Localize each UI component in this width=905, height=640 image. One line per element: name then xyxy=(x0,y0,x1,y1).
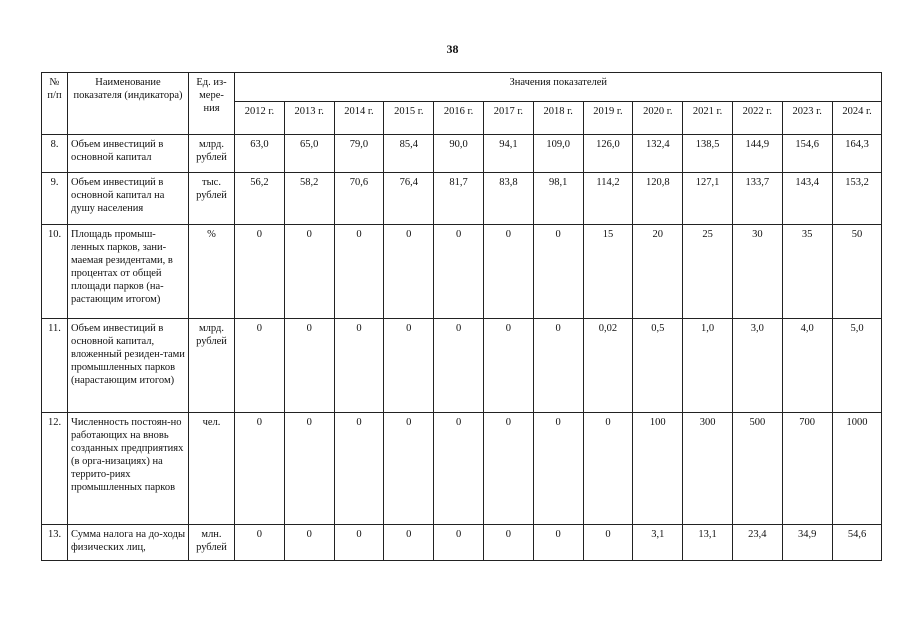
value-cell: 70,6 xyxy=(334,173,384,225)
year-header: 2022 г. xyxy=(732,102,782,135)
value-cell: 0 xyxy=(284,319,334,413)
value-cell: 30 xyxy=(732,225,782,319)
value-cell: 164,3 xyxy=(832,135,882,173)
header-indicator-name: Наименование показателя (индикатора) xyxy=(68,73,189,135)
value-cell: 4,0 xyxy=(782,319,832,413)
value-cell: 85,4 xyxy=(384,135,434,173)
value-cell: 127,1 xyxy=(683,173,733,225)
indicator-name: Объем инвестиций в основной капитал xyxy=(68,135,189,173)
value-cell: 0 xyxy=(434,319,484,413)
value-cell: 3,1 xyxy=(633,525,683,561)
value-cell: 0 xyxy=(434,225,484,319)
row-number: 8. xyxy=(42,135,68,173)
value-cell: 65,0 xyxy=(284,135,334,173)
year-header: 2015 г. xyxy=(384,102,434,135)
row-number: 10. xyxy=(42,225,68,319)
value-cell: 0 xyxy=(235,413,285,525)
value-cell: 63,0 xyxy=(235,135,285,173)
year-header: 2019 г. xyxy=(583,102,633,135)
indicator-name: Площадь промыш-ленных парков, зани-маемая резидентами, в процентах от общей площади парков (на-растающим итогом) xyxy=(68,225,189,319)
unit-cell: % xyxy=(189,225,235,319)
value-cell: 94,1 xyxy=(483,135,533,173)
value-cell: 154,6 xyxy=(782,135,832,173)
year-header: 2012 г. xyxy=(235,102,285,135)
value-cell: 126,0 xyxy=(583,135,633,173)
value-cell: 0 xyxy=(384,225,434,319)
row-number: 9. xyxy=(42,173,68,225)
table-row xyxy=(42,135,882,173)
value-cell: 143,4 xyxy=(782,173,832,225)
indicator-name: Сумма налога на до-ходы физических лиц, xyxy=(68,525,189,561)
value-cell: 81,7 xyxy=(434,173,484,225)
value-cell: 138,5 xyxy=(683,135,733,173)
value-cell: 0 xyxy=(235,319,285,413)
value-cell: 0 xyxy=(334,525,384,561)
value-cell: 109,0 xyxy=(533,135,583,173)
unit-cell: млрд. рублей xyxy=(189,319,235,413)
year-header: 2021 г. xyxy=(683,102,733,135)
value-cell: 5,0 xyxy=(832,319,882,413)
value-cell: 0 xyxy=(334,225,384,319)
value-cell: 98,1 xyxy=(533,173,583,225)
year-header: 2023 г. xyxy=(782,102,832,135)
value-cell: 132,4 xyxy=(633,135,683,173)
table-row xyxy=(42,173,882,225)
header-unit: Ед. из-мере-ния xyxy=(189,73,235,135)
value-cell: 76,4 xyxy=(384,173,434,225)
value-cell: 13,1 xyxy=(683,525,733,561)
value-cell: 0 xyxy=(533,319,583,413)
table-header xyxy=(42,73,882,135)
value-cell: 0 xyxy=(583,413,633,525)
unit-cell: чел. xyxy=(189,413,235,525)
unit-cell: тыс. рублей xyxy=(189,173,235,225)
value-cell: 0 xyxy=(533,525,583,561)
value-cell: 0 xyxy=(235,525,285,561)
value-cell: 56,2 xyxy=(235,173,285,225)
value-cell: 0 xyxy=(434,413,484,525)
unit-cell: млн. рублей xyxy=(189,525,235,561)
value-cell: 83,8 xyxy=(483,173,533,225)
table-row xyxy=(42,525,882,561)
header-values: Значения показателей xyxy=(235,73,882,102)
value-cell: 0 xyxy=(483,319,533,413)
value-cell: 0 xyxy=(284,525,334,561)
year-header: 2014 г. xyxy=(334,102,384,135)
value-cell: 20 xyxy=(633,225,683,319)
value-cell: 0 xyxy=(235,225,285,319)
value-cell: 3,0 xyxy=(732,319,782,413)
year-header: 2017 г. xyxy=(483,102,533,135)
value-cell: 0 xyxy=(384,413,434,525)
year-header: 2024 г. xyxy=(832,102,882,135)
table-row xyxy=(42,413,882,525)
year-header: 2016 г. xyxy=(434,102,484,135)
value-cell: 0,02 xyxy=(583,319,633,413)
year-header: 2018 г. xyxy=(533,102,583,135)
value-cell: 0 xyxy=(284,413,334,525)
value-cell: 0 xyxy=(334,319,384,413)
value-cell: 120,8 xyxy=(633,173,683,225)
page-number: 38 xyxy=(446,42,459,56)
value-cell: 0 xyxy=(284,225,334,319)
value-cell: 100 xyxy=(633,413,683,525)
value-cell: 54,6 xyxy=(832,525,882,561)
value-cell: 700 xyxy=(782,413,832,525)
year-header: 2020 г. xyxy=(633,102,683,135)
indicator-name: Объем инвестиций в основной капитал, вложенный резиден-тами промышленных парков (нарастающим итогом) xyxy=(68,319,189,413)
value-cell: 144,9 xyxy=(732,135,782,173)
value-cell: 0 xyxy=(583,525,633,561)
value-cell: 500 xyxy=(732,413,782,525)
value-cell: 300 xyxy=(683,413,733,525)
table-row xyxy=(42,319,882,413)
year-header: 2013 г. xyxy=(284,102,334,135)
value-cell: 0 xyxy=(483,525,533,561)
row-number: 13. xyxy=(42,525,68,561)
value-cell: 25 xyxy=(683,225,733,319)
value-cell: 50 xyxy=(832,225,882,319)
indicators-table xyxy=(41,72,882,561)
value-cell: 0 xyxy=(483,225,533,319)
header-num: № п/п xyxy=(42,73,68,135)
value-cell: 0 xyxy=(533,225,583,319)
table-row xyxy=(42,225,882,319)
value-cell: 153,2 xyxy=(832,173,882,225)
unit-cell: млрд. рублей xyxy=(189,135,235,173)
value-cell: 0,5 xyxy=(633,319,683,413)
value-cell: 79,0 xyxy=(334,135,384,173)
value-cell: 90,0 xyxy=(434,135,484,173)
value-cell: 0 xyxy=(483,413,533,525)
value-cell: 0 xyxy=(434,525,484,561)
value-cell: 58,2 xyxy=(284,173,334,225)
value-cell: 0 xyxy=(384,525,434,561)
indicator-name: Объем инвестиций в основной капитал на душу населения xyxy=(68,173,189,225)
value-cell: 23,4 xyxy=(732,525,782,561)
value-cell: 0 xyxy=(533,413,583,525)
value-cell: 15 xyxy=(583,225,633,319)
value-cell: 35 xyxy=(782,225,832,319)
value-cell: 1000 xyxy=(832,413,882,525)
value-cell: 0 xyxy=(384,319,434,413)
value-cell: 0 xyxy=(334,413,384,525)
value-cell: 133,7 xyxy=(732,173,782,225)
table-body xyxy=(42,135,882,561)
value-cell: 114,2 xyxy=(583,173,633,225)
value-cell: 1,0 xyxy=(683,319,733,413)
indicator-name: Численность постоян-но работающих на вновь созданных предприятиях (в орга-низациях) на террито-риях промышленных парков xyxy=(68,413,189,525)
row-number: 12. xyxy=(42,413,68,525)
row-number: 11. xyxy=(42,319,68,413)
value-cell: 34,9 xyxy=(782,525,832,561)
